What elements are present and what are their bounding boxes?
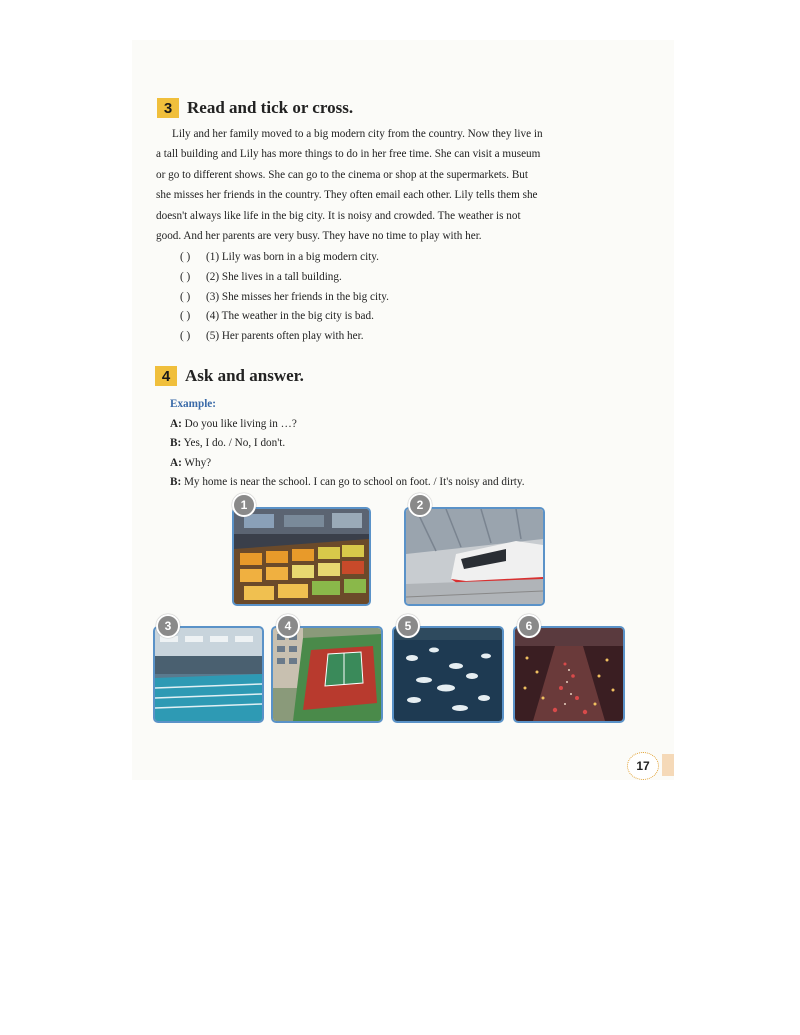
supermarket-icon (234, 509, 369, 604)
pool-icon (155, 628, 262, 721)
photo-number-badge: 5 (396, 614, 420, 638)
example-dialog (170, 395, 525, 493)
passage-line: she misses her friends in the country. They often email each other. Lily tells them she (156, 189, 538, 202)
answer-blank[interactable]: ( ) (180, 290, 191, 303)
photo-number-badge: 2 (408, 493, 432, 517)
section-3-heading (157, 98, 353, 118)
passage-line: a tall building and Lily has more things to do in her free time. She can visit a museum (156, 148, 541, 161)
example-label: Example: (170, 398, 216, 410)
section-title: Read and tick or cross. (187, 98, 354, 117)
statement-text: (3) She misses her friends in the big city. (206, 290, 389, 303)
photo-number-badge: 1 (232, 493, 256, 517)
crowded-street-photo (513, 626, 625, 723)
swimming-pool-photo (153, 626, 264, 723)
speaker-label: B: (170, 476, 182, 488)
supermarket-fruit-photo (232, 507, 371, 606)
statement-text: (4) The weather in the big city is bad. (206, 310, 374, 323)
street-icon (515, 628, 623, 721)
polluted-water-photo (392, 626, 504, 723)
subway-train-photo (404, 507, 545, 606)
statement-text: (1) Lily was born in a big modern city. (206, 251, 379, 263)
answer-blank[interactable]: ( ) (180, 330, 191, 343)
court-icon (273, 628, 381, 721)
section-number-badge: 4 (155, 366, 177, 386)
dialog-text: Why? (184, 456, 212, 469)
statement-text: (5) Her parents often play with her. (206, 330, 364, 343)
list-item (180, 327, 389, 347)
pollution-icon (394, 628, 502, 721)
dialog-text: My home is near the school. I can go to school on foot. / It's noisy and dirty. (183, 476, 525, 488)
page-tab (662, 754, 674, 776)
sports-court-photo (271, 626, 383, 723)
passage-line: Lily and her family moved to a big modern city from the country. Now they live in (172, 128, 543, 140)
dialog-line (170, 415, 525, 435)
speaker-label: A: (170, 456, 182, 469)
train-icon (406, 509, 543, 604)
speaker-label: B: (170, 437, 182, 449)
photo-number-badge: 6 (517, 614, 541, 638)
section-number-badge: 3 (157, 98, 179, 118)
reading-passage (156, 124, 628, 246)
dialog-line (170, 434, 525, 454)
dialog-line (170, 473, 525, 493)
answer-blank[interactable]: ( ) (180, 310, 191, 323)
section-4-heading (155, 366, 304, 386)
statement-text: (2) She lives in a tall building. (206, 270, 342, 283)
page-number: 17 (627, 752, 659, 780)
section-title: Ask and answer. (185, 366, 304, 385)
tick-cross-list (180, 248, 389, 347)
passage-line: doesn't always like life in the big city. It is noisy and crowded. The weather is not (156, 209, 521, 222)
list-item (180, 268, 389, 288)
photo-number-badge: 4 (276, 614, 300, 638)
list-item (180, 248, 389, 268)
answer-blank[interactable]: ( ) (180, 251, 191, 263)
dialog-text: Do you like living in …? (184, 417, 297, 430)
passage-line: or go to different shows. She can go to the cinema or shop at the supermarkets. But (156, 168, 529, 181)
list-item (180, 307, 389, 327)
list-item (180, 288, 389, 308)
dialog-line (170, 454, 525, 474)
photo-number-badge: 3 (156, 614, 180, 638)
speaker-label: A: (170, 417, 182, 430)
dialog-text: Yes, I do. / No, I don't. (183, 437, 286, 449)
passage-line: good. And her parents are very busy. They have no time to play with her. (156, 230, 482, 243)
answer-blank[interactable]: ( ) (180, 270, 191, 283)
